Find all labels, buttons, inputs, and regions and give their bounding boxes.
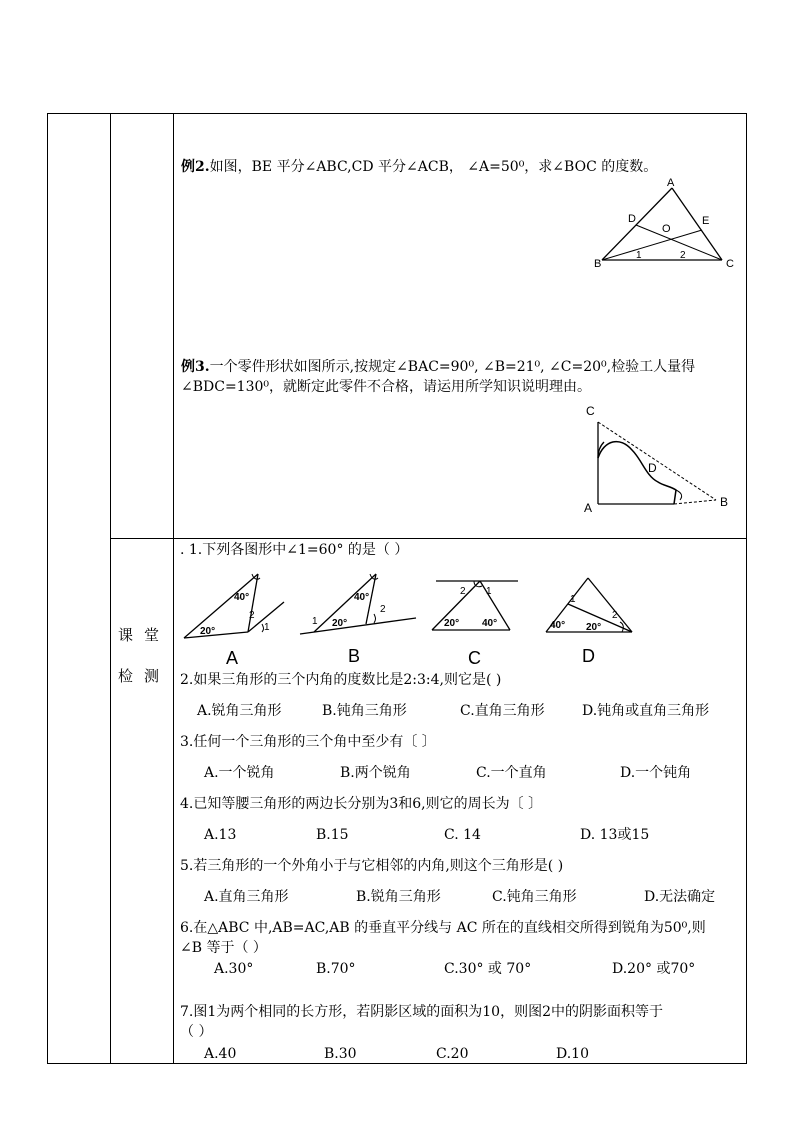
q1-b-angle-left: 20° — [332, 618, 348, 629]
example3-prefix: 例3. — [181, 359, 210, 375]
q6-option-a: A.30° — [214, 961, 254, 977]
q1-b-angle-top: 40° — [354, 592, 370, 603]
example2-figure — [590, 172, 740, 272]
q1-a-letter: A — [226, 648, 239, 668]
q1-d-angle-bottom: 20° — [586, 622, 602, 633]
q1-b-num-1: 1 — [312, 616, 318, 627]
example2-prefix: 例2. — [181, 159, 210, 175]
q1-figures — [178, 566, 738, 668]
q7-question-line1: 7.图1为两个相同的长方形，若阴影区域的面积为10，则图2中的阴影面积等于 — [180, 1004, 663, 1020]
q2-option-c: C.直角三角形 — [460, 703, 545, 719]
q3-option-d: D.一个钝角 — [620, 765, 692, 781]
q4-option-a: A.13 — [204, 827, 237, 843]
q1-c-num-1: 1 — [486, 586, 492, 597]
example3-label-C: C — [586, 404, 595, 418]
q1-d-num-1: 1 — [570, 594, 576, 605]
q6-question-line1: 6.在△ABC 中,AB=AC,AB 的垂直平分线与 AC 所在的直线相交所得到锐角为50⁰,则 — [180, 920, 706, 936]
q1-d-angle-left: 40° — [550, 620, 566, 631]
q7-option-b: B.30 — [324, 1046, 357, 1062]
q7-option-a: A.40 — [204, 1046, 237, 1062]
example2-label-C: C — [726, 258, 734, 270]
q1-option-b-figure — [300, 574, 416, 666]
q7-question-line2: （ ） — [180, 1024, 213, 1040]
q2-option-b: B.钝角三角形 — [322, 703, 407, 719]
q4-question: 4.已知等腰三角形的两边长分别为3和6,则它的周长为〔 〕 — [180, 796, 543, 812]
q1-a-num-1: 1 — [264, 622, 270, 633]
q1-a-num-2: 2 — [249, 610, 255, 621]
q1-b-letter: B — [348, 646, 361, 666]
example2-label-D: D — [628, 213, 636, 225]
example3-label-D: D — [648, 461, 657, 475]
table-left-border — [47, 113, 48, 1064]
q1-b-num-2: 2 — [380, 604, 386, 615]
q3-question: 3.任何一个三角形的三个角中至少有〔 〕 — [180, 734, 436, 750]
q5-option-a: A.直角三角形 — [204, 889, 289, 905]
q3-option-c: C.一个直角 — [476, 765, 547, 781]
example2-question — [181, 158, 657, 176]
q4-option-d: D. 13或15 — [580, 827, 650, 843]
example3-question-line1 — [181, 358, 695, 376]
example3-figure — [580, 400, 740, 515]
q1-c-num-2: 2 — [460, 586, 466, 597]
example3-question-line2: ∠BDC=130⁰，就断定此零件不合格，请运用所学知识说明理由。 — [181, 379, 592, 395]
table-row-divider — [110, 538, 747, 539]
q5-question: 5.若三角形的一个外角小于与它相邻的内角,则这个三角形是( ) — [180, 858, 564, 874]
example3-label-A: A — [584, 501, 593, 515]
section-label-char-3: 检 — [118, 667, 134, 685]
q1-a-angle-left: 20° — [200, 626, 216, 637]
example2-label-O: O — [662, 223, 671, 235]
table-col-divider-2 — [173, 113, 174, 1064]
q6-option-d: D.20° 或70° — [612, 961, 696, 977]
section-label-char-4: 测 — [144, 667, 160, 685]
q3-option-a: A.一个锐角 — [204, 765, 275, 781]
example3-label-B: B — [720, 495, 729, 509]
q1-c-angle-right: 40° — [482, 618, 498, 629]
section-label-char-2: 堂 — [144, 626, 160, 644]
example3-text-line1: 一个零件形状如图所示,按规定∠BAC=90⁰, ∠B=21⁰, ∠C=20⁰,检验工人量得 — [209, 359, 696, 375]
section-label-char-1: 课 — [118, 626, 134, 644]
example2-label-1: 1 — [636, 250, 642, 261]
example2-text: 如图，BE 平分∠ABC,CD 平分∠ACB， ∠A=50⁰，求∠BOC 的度数。 — [209, 159, 658, 175]
q2-question: 2.如果三角形的三个内角的度数比是2:3:4,则它是( ) — [180, 672, 502, 688]
example2-label-B: B — [594, 258, 602, 270]
q1-d-num-2: 2 — [612, 610, 618, 621]
q2-option-d: D.钝角或直角三角形 — [582, 703, 710, 719]
table-col-divider-1 — [110, 113, 111, 1064]
q7-option-c: C.20 — [436, 1046, 469, 1062]
q5-option-d: D.无法确定 — [644, 889, 716, 905]
q4-option-c: C. 14 — [444, 827, 481, 843]
table-right-border — [746, 113, 747, 1064]
q1-c-angle-left: 20° — [444, 618, 460, 629]
q1-c-letter: C — [468, 648, 481, 668]
q6-option-c: C.30° 或 70° — [444, 961, 532, 977]
q3-option-b: B.两个锐角 — [340, 765, 411, 781]
q1-question: . 1.下列各图形中∠1=60° 的是（ ） — [180, 542, 409, 558]
table-top-border — [47, 113, 747, 114]
q1-d-letter: D — [582, 646, 595, 666]
example2-label-E: E — [702, 215, 710, 227]
q2-option-a: A.锐角三角形 — [197, 703, 282, 719]
table-bottom-border — [47, 1063, 747, 1064]
q1-option-d-figure — [546, 578, 632, 666]
example2-label-2: 2 — [680, 250, 686, 261]
q1-a-angle-top: 40° — [234, 592, 250, 603]
q1-option-a-figure — [184, 574, 284, 668]
q5-option-b: B.锐角三角形 — [356, 889, 441, 905]
q1-option-c-figure — [432, 581, 518, 668]
example2-label-A: A — [667, 177, 675, 189]
q6-question-line2: ∠B 等于（ ） — [180, 940, 267, 956]
q5-option-c: C.钝角三角形 — [492, 889, 577, 905]
q7-option-d: D.10 — [556, 1046, 589, 1062]
q4-option-b: B.15 — [316, 827, 349, 843]
q6-option-b: B.70° — [316, 961, 356, 977]
